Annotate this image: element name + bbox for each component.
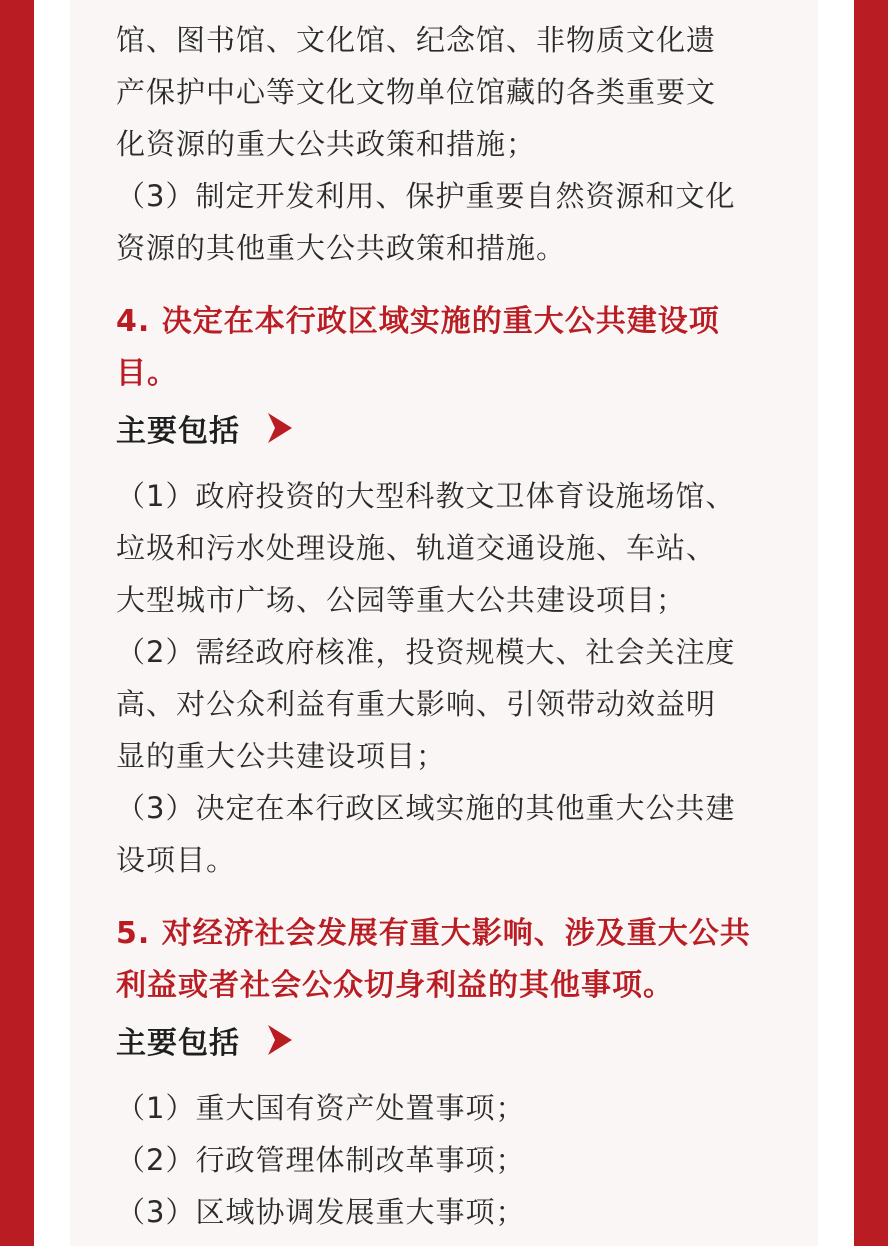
section-5 bbox=[116, 908, 778, 1238]
section-5-subhead bbox=[116, 1012, 778, 1068]
chevron-right-icon bbox=[266, 1025, 292, 1055]
body-line: 资源的其他重大公共政策和措施。 bbox=[116, 231, 567, 265]
left-red-border bbox=[0, 0, 34, 1246]
body-line: （3）区域协调发展重大事项； bbox=[116, 1195, 526, 1229]
body-line: 化资源的重大公共政策和措施； bbox=[116, 127, 537, 161]
section-5-heading: 5. 对经济社会发展有重大影响、涉及重大公共 bbox=[116, 916, 751, 951]
right-white-stripe bbox=[818, 0, 854, 1246]
body-line: 设项目。 bbox=[116, 843, 237, 877]
body-line: 产保护中心等文化文物单位馆藏的各类重要文 bbox=[116, 75, 717, 109]
body-line: 大型城市广场、公园等重大公共建设项目； bbox=[116, 583, 687, 617]
body-line: 显的重大公共建设项目； bbox=[116, 739, 447, 773]
subhead-label: 主要包括 bbox=[116, 1026, 240, 1061]
body-line: （2）需经政府核准，投资规模大、社会关注度 bbox=[116, 635, 736, 669]
body-line: 馆、图书馆、文化馆、纪念馆、非物质文化遗 bbox=[116, 23, 717, 57]
body-line: （1）重大国有资产处置事项； bbox=[116, 1091, 526, 1125]
section-4-heading-cont: 目。 bbox=[116, 356, 178, 391]
section-4-subhead bbox=[116, 400, 778, 456]
section-4-heading: 4. 决定在本行政区域实施的重大公共建设项 bbox=[116, 304, 720, 339]
body-line: （1）政府投资的大型科教文卫体育设施场馆、 bbox=[116, 479, 736, 513]
chevron-right-icon bbox=[266, 413, 292, 443]
section-5-heading-cont: 利益或者社会公众切身利益的其他事项。 bbox=[116, 968, 674, 1003]
body-line: （3）决定在本行政区域实施的其他重大公共建 bbox=[116, 791, 736, 825]
body-line: 垃圾和污水处理设施、轨道交通设施、车站、 bbox=[116, 531, 717, 565]
content-card bbox=[70, 0, 818, 1246]
article-content bbox=[116, 14, 778, 1238]
body-line: （3）制定开发利用、保护重要自然资源和文化 bbox=[116, 179, 736, 213]
subhead-label: 主要包括 bbox=[116, 414, 240, 449]
body-line: 高、对公众利益有重大影响、引领带动效益明 bbox=[116, 687, 717, 721]
section-4 bbox=[116, 296, 778, 886]
section-3-tail bbox=[116, 14, 778, 274]
left-white-stripe bbox=[34, 0, 70, 1246]
right-red-border bbox=[854, 0, 888, 1246]
body-line: （2）行政管理体制改革事项； bbox=[116, 1143, 526, 1177]
